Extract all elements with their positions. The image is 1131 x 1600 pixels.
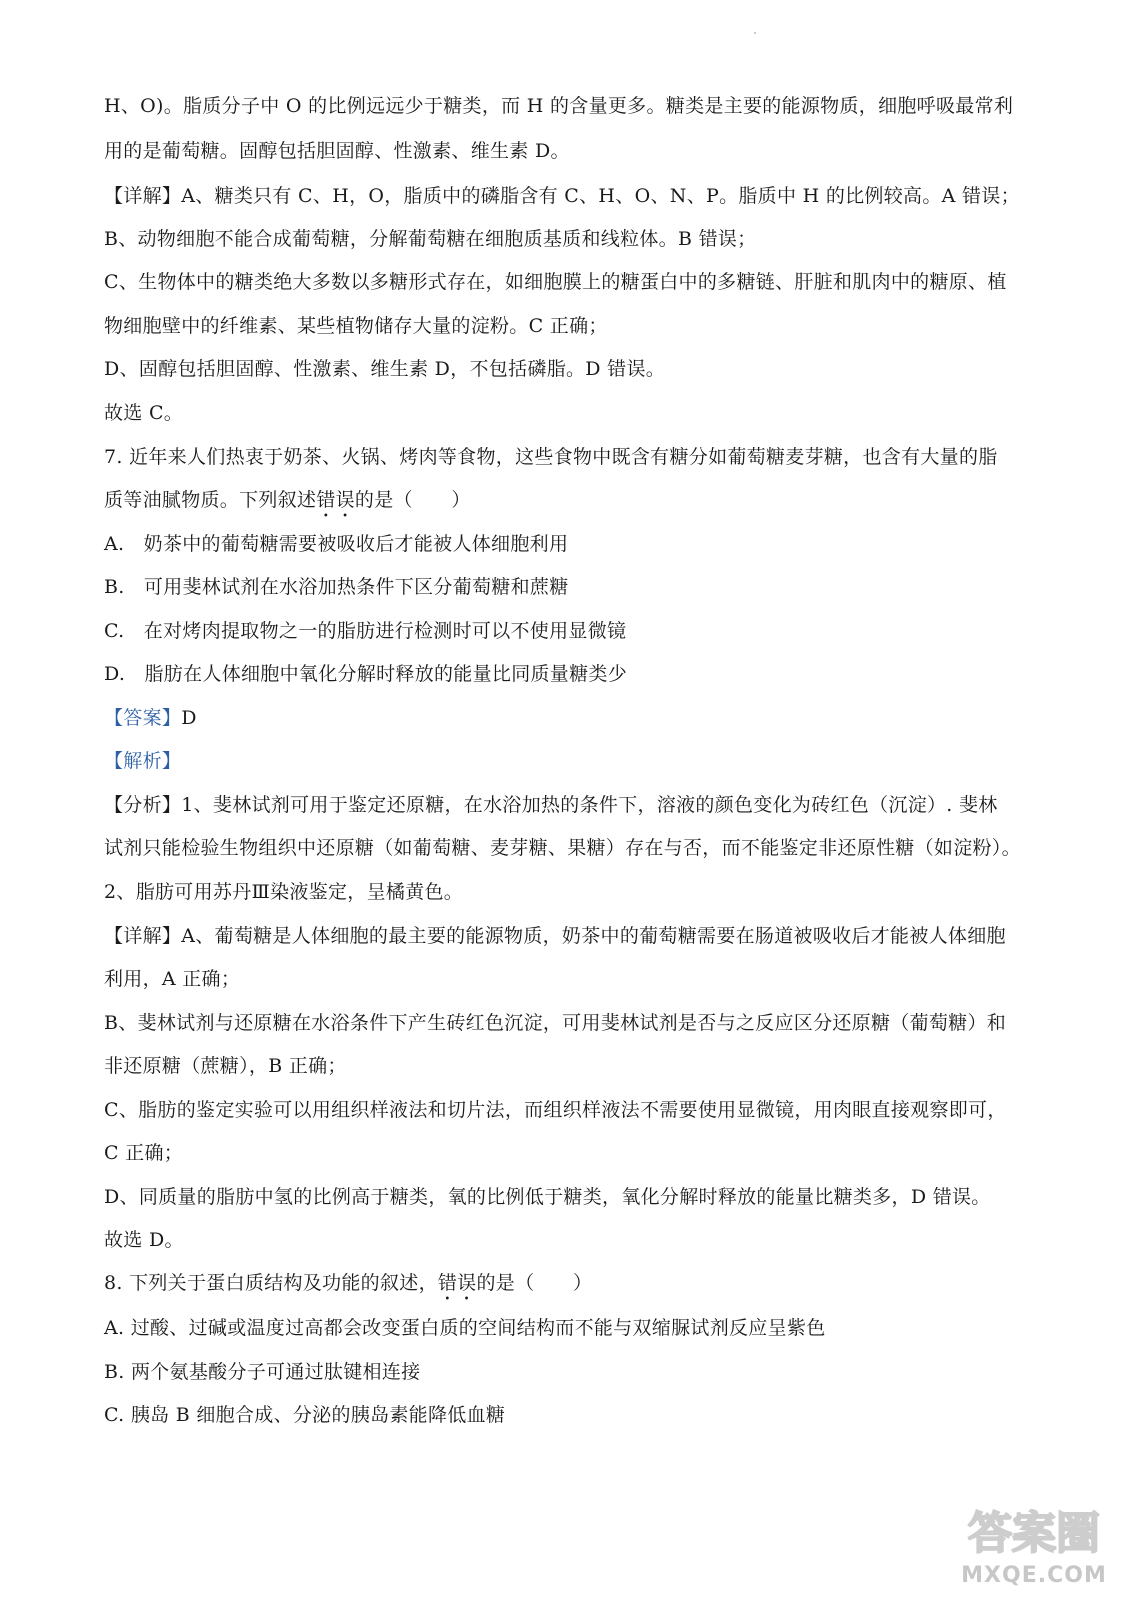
question-8-stem	[104, 1270, 1024, 1305]
text-line: B、动物细胞不能合成葡萄糖，分解葡萄糖在细胞质基质和线粒体。B 错误；	[104, 228, 757, 250]
explanation-line: 试剂只能检验生物组织中还原糖（如葡萄糖、麦芽糖、果糖）存在与否，而不能鉴定非还原性糖（如淀粉）。	[104, 837, 1021, 859]
watermark-site-text: MXQE.COM	[961, 1563, 1107, 1588]
question-8-option-c: C. 胰岛 B 细胞合成、分泌的胰岛素能降低血糖	[104, 1404, 506, 1426]
question-7-option-c: C. 在对烤肉提取物之一的脂肪进行检测时可以不使用显微镜	[104, 620, 627, 642]
explanation-line: D、同质量的脂肪中氢的比例高于糖类，氧的比例低于糖类，氧化分解时释放的能量比糖类多，D 错误。	[104, 1186, 991, 1208]
question-7-stem: 7. 近年来人们热衷于奶茶、火锅、烤肉等食物，这些食物中既含有糖分如葡萄糖麦芽糖，也含有大量的脂	[104, 446, 998, 468]
question-8-option-a: A. 过酸、过碱或温度过高都会改变蛋白质的空间结构而不能与双缩脲试剂反应呈紫色	[104, 1317, 826, 1339]
emphasis-mark-text: 错误	[316, 489, 355, 511]
question-7-option-a: A. 奶茶中的葡萄糖需要被吸收后才能被人体细胞利用	[104, 533, 569, 555]
question-8-option-b: B. 两个氨基酸分子可通过肽键相连接	[104, 1361, 421, 1383]
analysis-tag: 【解析】	[104, 750, 182, 772]
stem-text: 的是（ ）	[476, 1272, 593, 1294]
text-line: D、固醇包括胆固醇、性激素、维生素 D，不包括磷脂。D 错误。	[104, 358, 666, 380]
watermark-logo-text: 答案圈	[968, 1508, 1100, 1559]
stem-text: 的是（ ）	[354, 489, 471, 511]
answer-value: D	[181, 707, 197, 729]
answer-line	[104, 705, 1024, 731]
question-7-stem-cont	[104, 487, 1024, 522]
explanation-line: B、斐林试剂与还原糖在水浴条件下产生砖红色沉淀，可用斐林试剂是否与之反应区分还原糖（葡萄糖）和	[104, 1012, 1007, 1034]
text-line: 用的是葡萄糖。固醇包括胆固醇、性激素、维生素 D。	[104, 140, 570, 162]
text-line: 故选 C。	[104, 402, 184, 424]
explanation-line: C、脂肪的鉴定实验可以用组织样液法和切片法，而组织样液法不需要使用显微镜，用肉眼直接观察即可，	[104, 1099, 1007, 1121]
scan-speck	[754, 32, 756, 34]
emphasis-mark-text: 错误	[437, 1272, 477, 1294]
question-7-option-b: B. 可用斐林试剂在水浴加热条件下区分葡萄糖和蔗糖	[104, 576, 569, 598]
explanation-line: 利用，A 正确；	[104, 968, 241, 990]
stem-text: 质等油腻物质。下列叙述	[104, 489, 317, 511]
watermark-logo-icon	[959, 1498, 1109, 1560]
text-line: 【详解】A、糖类只有 C、H，O，脂质中的磷脂含有 C、H、O、N、P。脂质中 H 的比例较高。A 错误；	[104, 185, 1020, 207]
answer-tag: 【答案】	[104, 707, 182, 729]
explanation-line: 2、脂肪可用苏丹Ⅲ染液鉴定，呈橘黄色。	[104, 881, 464, 903]
watermark	[959, 1498, 1109, 1588]
text-line: 物细胞壁中的纤维素、某些植物储存大量的淀粉。C 正确；	[104, 315, 608, 337]
question-7-option-d: D. 脂肪在人体细胞中氧化分解时释放的能量比同质量糖类少	[104, 663, 627, 685]
explanation-line: 【详解】A、葡萄糖是人体细胞的最主要的能源物质，奶茶中的葡萄糖需要在肠道被吸收后才能被人体细胞	[104, 925, 1006, 947]
explanation-line: C 正确；	[104, 1142, 184, 1164]
explanation-line: 非还原糖（蔗糖），B 正确；	[104, 1055, 347, 1077]
explanation-line: 【分析】1、斐林试剂可用于鉴定还原糖，在水浴加热的条件下，溶液的颜色变化为砖红色（沉淀）. 斐林	[104, 794, 998, 816]
text-line: H、O)。脂质分子中 O 的比例远远少于糖类，而 H 的含量更多。糖类是主要的能源物质，细胞呼吸最常利	[104, 95, 1014, 117]
text-line: C、生物体中的糖类绝大多数以多糖形式存在，如细胞膜上的糖蛋白中的多糖链、肝脏和肌肉中的糖原、植	[104, 271, 1007, 293]
explanation-line: 故选 D。	[104, 1229, 184, 1251]
stem-text: 8. 下列关于蛋白质结构及功能的叙述，	[104, 1272, 438, 1294]
